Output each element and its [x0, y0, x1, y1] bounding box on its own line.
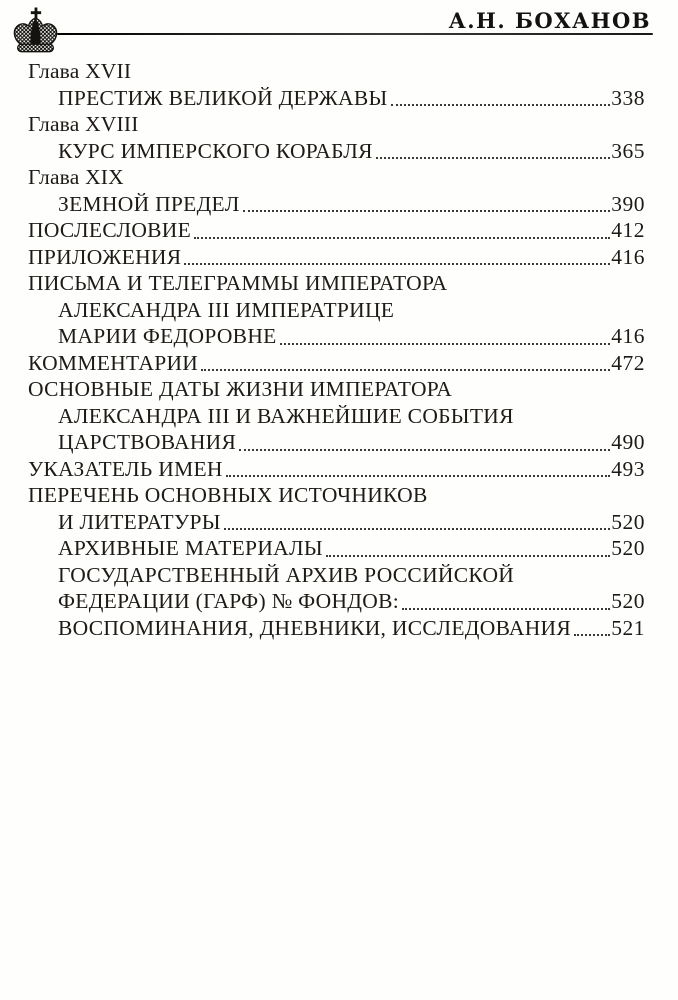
toc-entry	[0, 404, 645, 431]
toc-entry-text: АЛЕКСАНДРА III ИМПЕРАТРИЦЕ	[58, 297, 395, 322]
toc-entry	[0, 377, 645, 404]
toc-entry-text: И ЛИТЕРАТУРЫ	[58, 509, 221, 534]
page-number: 412	[611, 218, 645, 242]
page-number: 520	[611, 536, 645, 560]
page-number: 493	[611, 456, 645, 481]
toc-entry-text: ГОСУДАРСТВЕННЫЙ АРХИВ РОССИЙСКОЙ	[58, 562, 515, 587]
toc-entry-text: ПОСЛЕСЛОВИЕ	[28, 218, 192, 242]
page-header	[0, 0, 678, 58]
toc-chapter-label	[0, 59, 645, 86]
toc-entry-text: Глава XVIII	[28, 112, 139, 136]
toc-entry	[0, 271, 645, 298]
page-number: 520	[611, 589, 645, 613]
toc-entry-text: ПЕРЕЧЕНЬ ОСНОВНЫХ ИСТОЧНИКОВ	[28, 483, 428, 507]
toc-entry-text: ЦАРСТВОВАНИЯ	[58, 430, 237, 454]
toc-entry-text: ВОСПОМИНАНИЯ, ДНЕВНИКИ, ИССЛЕДОВАНИЯ	[58, 615, 571, 640]
page-number: 390	[611, 191, 645, 216]
toc-entry	[0, 192, 645, 219]
toc-entry-text: ПРИЛОЖЕНИЯ	[28, 244, 182, 269]
toc-entry	[0, 457, 645, 484]
toc-entry	[0, 563, 645, 590]
toc-entry-text: ФЕДЕРАЦИИ (ГАРФ) № ФОНДОВ:	[58, 589, 399, 613]
dot-leader	[224, 528, 610, 530]
toc-entry	[0, 245, 645, 272]
page-number: 416	[611, 324, 645, 348]
toc-entry	[0, 86, 645, 113]
dot-leader	[280, 343, 611, 345]
page-number: 338	[611, 85, 645, 110]
table-of-contents	[0, 59, 678, 642]
dot-leader	[243, 210, 611, 212]
page-number: 520	[611, 509, 645, 534]
toc-entry	[0, 324, 645, 351]
page-number: 416	[611, 244, 645, 269]
page-number: 472	[611, 350, 645, 375]
dot-leader	[201, 369, 610, 371]
dot-leader	[326, 555, 610, 557]
toc-entry	[0, 510, 645, 537]
toc-chapter-label	[0, 112, 645, 139]
imperial-crown-icon	[12, 6, 59, 56]
dot-leader	[376, 157, 610, 159]
page-number: 365	[611, 138, 645, 163]
header-rule	[57, 33, 653, 35]
running-head-author: А.Н. БОХАНОВ	[448, 8, 651, 33]
toc-entry-text: АРХИВНЫЕ МАТЕРИАЛЫ	[58, 536, 323, 560]
toc-entry	[0, 218, 645, 245]
toc-entry-text: ОСНОВНЫЕ ДАТЫ ЖИЗНИ ИМПЕРАТОРА	[28, 377, 453, 401]
toc-entry-text: ПИСЬМА И ТЕЛЕГРАММЫ ИМПЕРАТОРА	[28, 271, 448, 295]
toc-entry	[0, 430, 645, 457]
dot-leader	[402, 608, 610, 610]
toc-entry	[0, 139, 645, 166]
dot-leader	[226, 475, 611, 477]
toc-entry-text: ЗЕМНОЙ ПРЕДЕЛ	[58, 191, 240, 216]
toc-entry	[0, 351, 645, 378]
toc-chapter-label	[0, 165, 645, 192]
dot-leader	[239, 449, 610, 451]
toc-entry	[0, 589, 645, 616]
toc-entry-text: Глава XVII	[28, 59, 132, 83]
dot-leader	[184, 263, 610, 265]
toc-entry-text: УКАЗАТЕЛЬ ИМЕН	[28, 456, 223, 481]
dot-leader	[574, 634, 610, 636]
toc-entry	[0, 616, 645, 643]
dot-leader	[194, 237, 610, 239]
toc-entry-text: МАРИИ ФЕДОРОВНЕ	[58, 324, 277, 348]
toc-entry	[0, 536, 645, 563]
dot-leader	[391, 104, 611, 106]
toc-entry-text: КУРС ИМПЕРСКОГО КОРАБЛЯ	[58, 138, 373, 163]
toc-entry	[0, 298, 645, 325]
page-number: 521	[611, 615, 645, 640]
toc-entry-text: АЛЕКСАНДРА III И ВАЖНЕЙШИЕ СОБЫТИЯ	[58, 403, 514, 428]
toc-entry-text: ПРЕСТИЖ ВЕЛИКОЙ ДЕРЖАВЫ	[58, 85, 388, 110]
page-number: 490	[611, 430, 645, 454]
toc-entry	[0, 483, 645, 510]
toc-entry-text: КОММЕНТАРИИ	[28, 350, 199, 375]
toc-entry-text: Глава XIX	[28, 165, 124, 189]
